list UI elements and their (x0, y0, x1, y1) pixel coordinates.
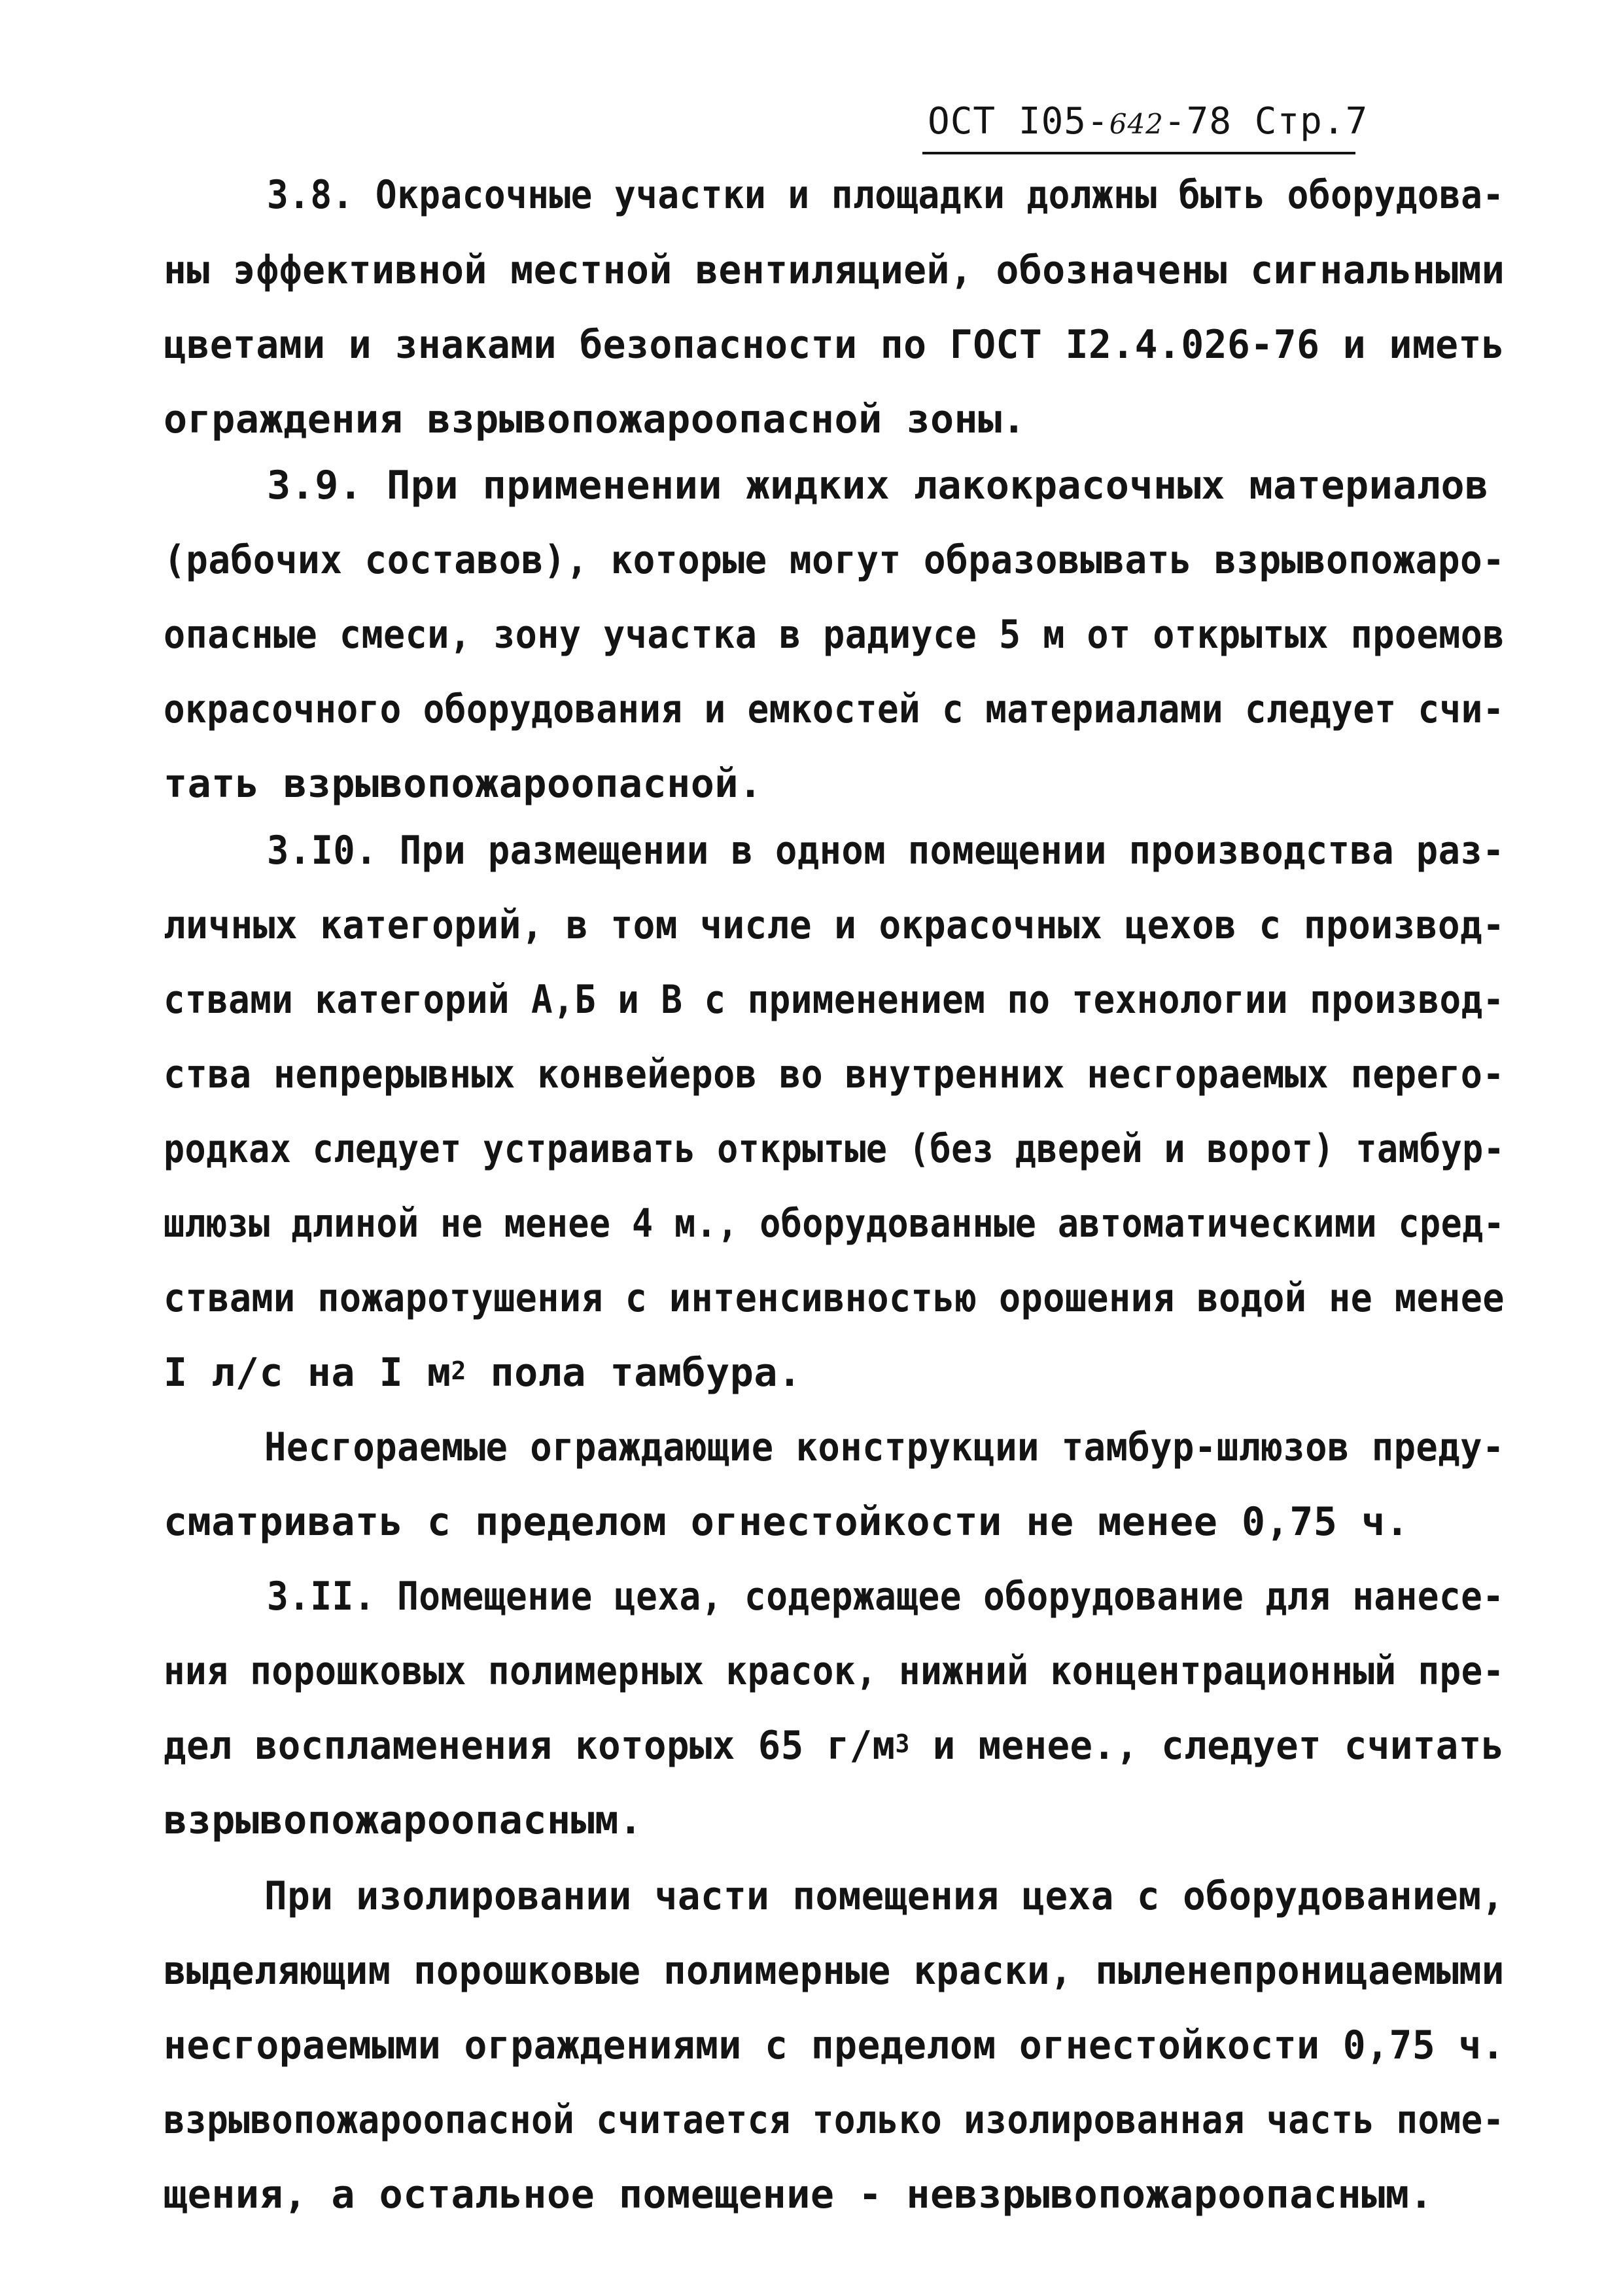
text-line: ны эффективной местной вентиляцией, обозначены сигнальными (164, 247, 1505, 293)
text-line: ния порошковых полимерных красок, нижний концентрационный пре- (164, 1648, 1505, 1694)
text-line: цветами и знаками безопасности по ГОСТ I2.4.026-76 и иметь (164, 322, 1505, 368)
text-line: тать взрывопожароопасной. (164, 761, 763, 807)
line-text: пола тамбура. (466, 1350, 802, 1396)
text-line: 3.8. Окрасочные участки и площадки должны быть оборудова- (267, 172, 1505, 218)
page-header (928, 100, 1369, 143)
text-line: ствами категорий А,Б и В с применением по технологии производ- (164, 977, 1505, 1023)
line-text: I л/с на I м (164, 1350, 451, 1396)
text-line: Несгораемые ограждающие конструкции тамбур-шлюзов преду- (264, 1424, 1505, 1470)
text-line: (рабочих составов), которые могут образовывать взрывопожаро- (164, 537, 1505, 583)
text-line: выделяющим порошковые полимерные краски, пыленепроницаемыми (164, 1948, 1505, 1994)
text-line: 3.I0. При размещении в одном помещении производства раз- (267, 828, 1505, 874)
line-text: дел воспламенения которых 65 г/м (164, 1723, 896, 1769)
text-line: родках следует устраивать открытые (без дверей и ворот) тамбур- (164, 1126, 1505, 1172)
superscript: 3 (895, 1729, 910, 1758)
text-line: опасные смеси, зону участка в радиусе 5 м от открытых проемов (164, 612, 1505, 658)
header-prefix: ОСТ I05- (928, 100, 1109, 143)
text-line: ства непрерывных конвейеров во внутренних несгораемых перего- (164, 1051, 1505, 1097)
text-line: ствами пожаротушения с интенсивностью орошения водой не менее (164, 1275, 1505, 1321)
text-line: сматривать с пределом огнестойкости не менее 0,75 ч. (164, 1499, 1410, 1545)
text-line: 3.II. Помещение цеха, содержащее оборудование для нанесе- (267, 1574, 1505, 1619)
header-handwritten-number: 642 (1109, 108, 1164, 140)
text-line: шлюзы длиной не менее 4 м., оборудованные автоматическими сред- (164, 1201, 1505, 1246)
text-line (164, 1350, 802, 1396)
text-line: несгораемыми ограждениями с пределом огнестойкости 0,75 ч. (164, 2022, 1505, 2068)
line-text: и менее., следует считать (909, 1723, 1505, 1769)
text-line (164, 1723, 1505, 1769)
header-underline (922, 152, 1355, 154)
text-line: взрывопожароопасной считается только изолированная часть поме- (164, 2097, 1505, 2143)
text-line: щения, а остальное помещение - невзрывопожароопасным. (164, 2172, 1434, 2217)
superscript: 2 (451, 1356, 466, 1385)
text-line: окрасочного оборудования и емкостей с материалами следует счи- (164, 686, 1505, 732)
text-line: личных категорий, в том числе и окрасочных цехов с производ- (164, 902, 1505, 948)
text-line: ограждения взрывопожароопасной зоны. (164, 397, 1026, 442)
text-line: 3.9. При применении жидких лакокрасочных материалов (267, 463, 1489, 508)
text-line: взрывопожароопасным. (164, 1797, 643, 1843)
text-line: При изолировании части помещения цеха с оборудованием, (264, 1873, 1505, 1919)
header-suffix: -78 Стр.7 (1163, 100, 1369, 143)
